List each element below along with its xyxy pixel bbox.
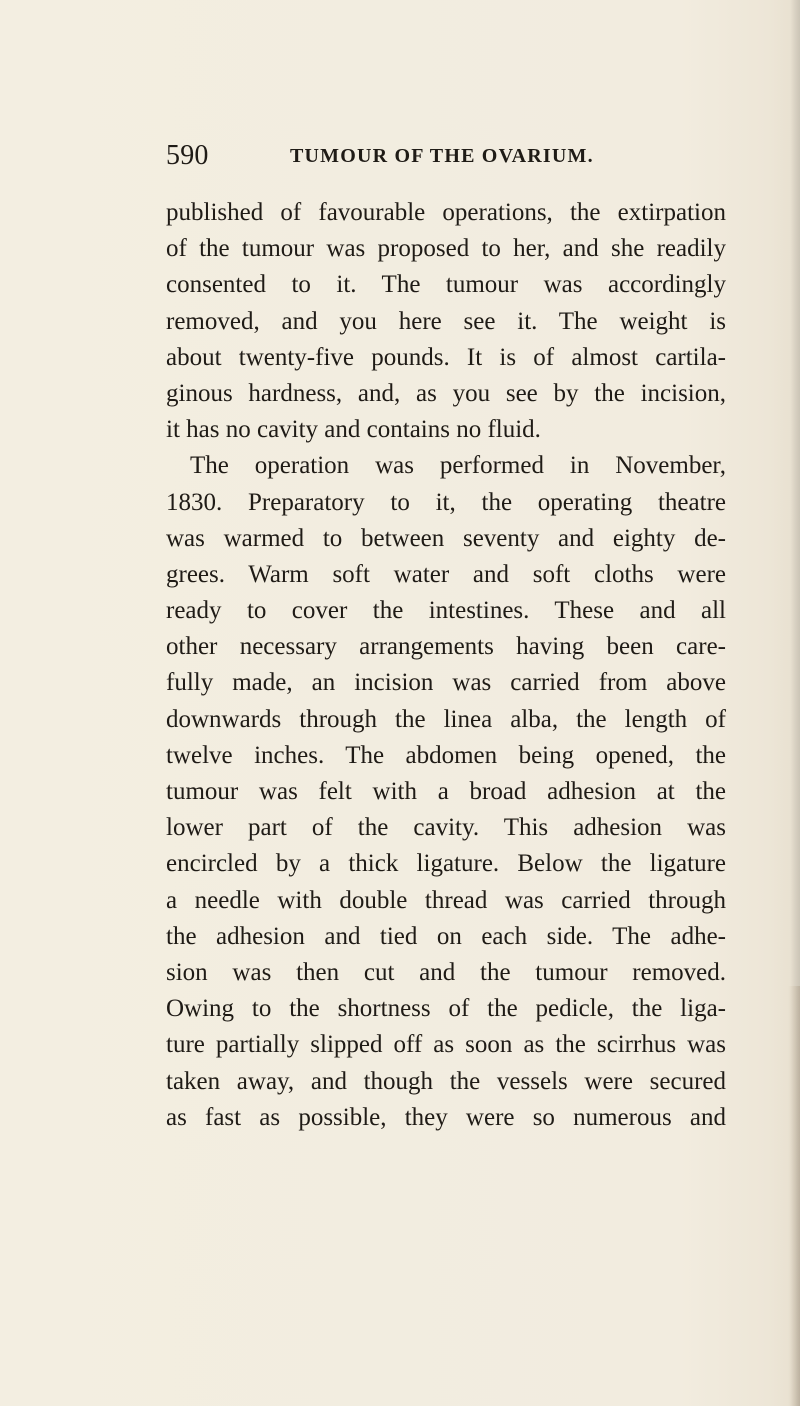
text-line: the adhesion and tied on each side. The adhe-: [166, 922, 726, 950]
text-line: tumour was felt with a broad adhesion at the: [166, 778, 726, 805]
text-line: ready to cover the intestines. These and all: [166, 597, 726, 625]
text-line: was warmed to between seventy and eighty de-: [166, 524, 726, 552]
text-line: other necessary arrangements having been care-: [166, 633, 726, 661]
text-line: removed, and you here see it. The weight is: [166, 307, 726, 335]
page-number: 590: [166, 140, 209, 171]
text-line: of the tumour was proposed to her, and she readily: [166, 235, 726, 263]
text-line: lower part of the cavity. This adhesion was: [166, 814, 726, 842]
text-line: sion was then cut and the tumour removed.: [166, 958, 726, 986]
body-text: [166, 195, 726, 1136]
text-line: 1830. Preparatory to it, the operating theatre: [166, 488, 726, 516]
text-line: grees. Warm soft water and soft cloths were: [166, 560, 726, 588]
text-line: published of favourable operations, the extirpation: [166, 199, 726, 226]
text-line: downwards through the linea alba, the length of: [166, 705, 726, 733]
text-line: ture partially slipped off as soon as the scirrhus was: [166, 1031, 726, 1059]
text-line: ginous hardness, and, as you see by the incision,: [166, 379, 726, 407]
text-line: consented to it. The tumour was accordingly: [166, 271, 726, 299]
text-line: The operation was performed in November,: [190, 452, 726, 480]
text-line: fully made, an incision was carried from above: [166, 669, 726, 697]
text-line: encircled by a thick ligature. Below the ligature: [166, 850, 726, 878]
page-header: [166, 140, 726, 176]
running-title: TUMOUR OF THE OVARIUM.: [290, 145, 594, 167]
text-line: Owing to the shortness of the pedicle, the liga-: [166, 995, 726, 1023]
text-line: it has no cavity and contains no fluid.: [166, 416, 541, 444]
text-line: twelve inches. The abdomen being opened, the: [166, 741, 726, 769]
text-line: about twenty-five pounds. It is of almost cartila-: [166, 343, 726, 371]
text-line: a needle with double thread was carried through: [166, 886, 726, 914]
text-line: taken away, and though the vessels were secured: [166, 1067, 726, 1095]
text-line: as fast as possible, they were so numerous and: [166, 1103, 726, 1131]
page-edge-stain: [788, 986, 800, 1406]
